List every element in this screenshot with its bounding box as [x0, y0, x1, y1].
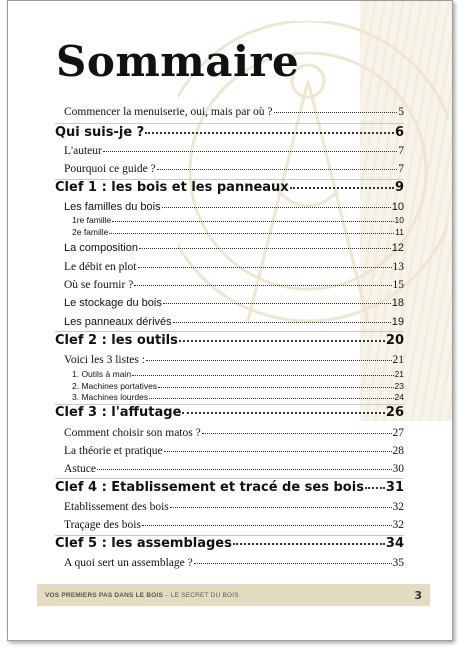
toc-chapter[interactable] [55, 125, 404, 140]
toc-subentry[interactable] [72, 381, 404, 391]
toc-subentry-page: 21 [394, 369, 404, 379]
toc-entry-label: Commencer la menuiserie, oui, mais par où ? [64, 106, 273, 118]
toc-entry-page: 32 [392, 519, 404, 531]
dot-leader [139, 248, 391, 249]
toc-subentry-label: 3. Machines lourdes [72, 392, 149, 402]
toc-subentry-label: 2. Machines portatives [72, 381, 158, 391]
toc-entry-page: 7 [398, 145, 404, 157]
toc-entry-label: Traçage des bois [64, 519, 141, 531]
toc-entry-label: Pourquoi ce guide ? [64, 163, 156, 175]
toc-entry-page: 18 [391, 297, 404, 309]
toc-entry-label: Astuce [64, 463, 96, 475]
footer-subtitle: LE SECRET DU BOIS [170, 591, 239, 599]
toc-entry-page: 5 [398, 106, 404, 118]
dot-leader [112, 221, 393, 222]
toc-chapter-label: Clef 4 : Etablissement et tracé de ses bois [55, 480, 364, 495]
toc-entry-label: Voici les 3 listes : [64, 354, 145, 366]
toc-subentry-page: 10 [394, 215, 404, 225]
dot-leader [202, 433, 392, 434]
document-page [7, 0, 453, 641]
toc-entry-label: Comment choisir son matos ? [64, 427, 201, 439]
toc-entry-page: 27 [392, 427, 404, 439]
toc-entry-label: Les panneaux dérivés [64, 316, 172, 328]
toc-chapter[interactable] [55, 333, 404, 348]
toc-entry[interactable] [64, 242, 404, 254]
toc-subentry-label: 1re famille [72, 215, 112, 225]
toc-chapter-label: Clef 2 : les outils [55, 333, 178, 348]
dot-leader [173, 322, 391, 323]
toc-chapter-page: 31 [385, 480, 404, 495]
toc-entry[interactable] [64, 463, 404, 475]
toc-entry-page: 7 [398, 163, 404, 175]
toc-entry[interactable] [64, 279, 404, 291]
dot-leader [274, 112, 398, 113]
footer-separator: – [165, 591, 169, 599]
page-title: Sommaire [56, 37, 300, 86]
dot-leader [233, 543, 385, 545]
toc-entry[interactable] [64, 427, 404, 439]
toc-entry-label: Le stockage du bois [64, 297, 162, 309]
dot-leader [290, 187, 394, 189]
toc-subentry-page: 23 [394, 381, 404, 391]
toc-entry-label: Où se fournir ? [64, 279, 134, 291]
toc-chapter-label: Clef 1 : les bois et les panneaux [55, 180, 289, 195]
toc-entry[interactable] [64, 316, 404, 328]
toc-entry-page: 15 [392, 279, 404, 291]
toc-entry-page: 10 [391, 201, 404, 213]
dot-leader [109, 233, 394, 234]
toc-chapter-page: 20 [385, 333, 404, 348]
footer-book-title: VOS PREMIERS PAS DANS LE BOIS [45, 591, 164, 599]
toc-entry-label: L'auteur [64, 145, 102, 157]
toc-chapter-page: 6 [394, 125, 404, 140]
dot-leader [194, 563, 392, 564]
page-footer [37, 584, 430, 606]
toc-subentry[interactable] [72, 215, 404, 225]
toc-entry-page: 28 [392, 445, 404, 457]
toc-subentry[interactable] [72, 369, 404, 379]
toc-entry-label: A quoi sert un assemblage ? [64, 557, 193, 569]
divider [55, 123, 404, 124]
toc-chapter[interactable] [55, 180, 404, 195]
toc-chapter[interactable] [55, 480, 404, 495]
divider [55, 331, 404, 332]
toc-entry-label: La théorie et pratique [64, 445, 163, 457]
toc-chapter-label: Clef 5 : les assemblages [55, 536, 232, 551]
dot-leader [157, 169, 398, 170]
toc-entry-label: Les familles du bois [64, 201, 161, 213]
toc-entry-page: 21 [392, 354, 404, 366]
toc-entry[interactable] [64, 557, 404, 569]
toc-subentry[interactable] [72, 227, 404, 237]
dot-leader [146, 360, 392, 361]
toc-entry[interactable] [64, 501, 404, 513]
footer-running-title [45, 592, 239, 599]
dot-leader [134, 285, 391, 286]
toc-subentry[interactable] [72, 392, 404, 402]
toc-chapter-label: Qui suis-je ? [55, 125, 145, 140]
toc-entry[interactable] [64, 201, 404, 213]
toc-entry-label: Etablissement des bois [64, 501, 169, 513]
toc-subentry-page: 11 [395, 227, 404, 237]
toc-chapter[interactable] [55, 536, 404, 551]
toc-chapter-page: 9 [394, 180, 404, 195]
toc-entry[interactable] [64, 297, 404, 309]
dot-leader [163, 303, 391, 304]
toc-entry-page: 13 [392, 261, 404, 273]
dot-leader [170, 507, 392, 508]
toc-entry-page: 12 [391, 242, 404, 254]
dot-leader [97, 469, 392, 470]
toc-chapter-page: 34 [385, 536, 404, 551]
dot-leader [132, 375, 393, 376]
dot-leader [138, 267, 392, 268]
dot-leader [182, 412, 385, 414]
toc-entry[interactable] [64, 106, 404, 118]
toc-entry[interactable] [64, 519, 404, 531]
toc-entry[interactable] [64, 145, 404, 157]
toc-subentry-label: 2e famille [72, 227, 109, 237]
dot-leader [365, 487, 385, 489]
toc-entry-label: La composition [64, 242, 138, 254]
dot-leader [103, 151, 397, 152]
dot-leader [149, 398, 393, 399]
toc-chapter-page: 26 [385, 405, 404, 420]
toc-subentry-label: 1. Outils à main [72, 369, 132, 379]
dot-leader [145, 132, 394, 134]
toc-entry-page: 35 [392, 557, 404, 569]
toc-entry-page: 19 [391, 316, 404, 328]
toc-entry[interactable] [64, 354, 404, 366]
toc-entry[interactable] [64, 163, 404, 175]
dot-leader [162, 207, 391, 208]
toc-entry-label: Le débit en plot [64, 261, 137, 273]
dot-leader [179, 340, 385, 342]
toc-chapter[interactable] [55, 405, 404, 420]
dot-leader [164, 451, 392, 452]
toc-entry[interactable] [64, 261, 404, 273]
dot-leader [158, 387, 393, 388]
toc-entry[interactable] [64, 445, 404, 457]
dot-leader [142, 525, 392, 526]
toc-entry-page: 32 [392, 501, 404, 513]
divider [55, 478, 404, 479]
toc-subentry-page: 24 [394, 392, 404, 402]
page-number: 3 [414, 588, 422, 602]
toc-chapter-label: Clef 3 : l'affutage [55, 405, 182, 420]
toc-entry-page: 30 [392, 463, 404, 475]
